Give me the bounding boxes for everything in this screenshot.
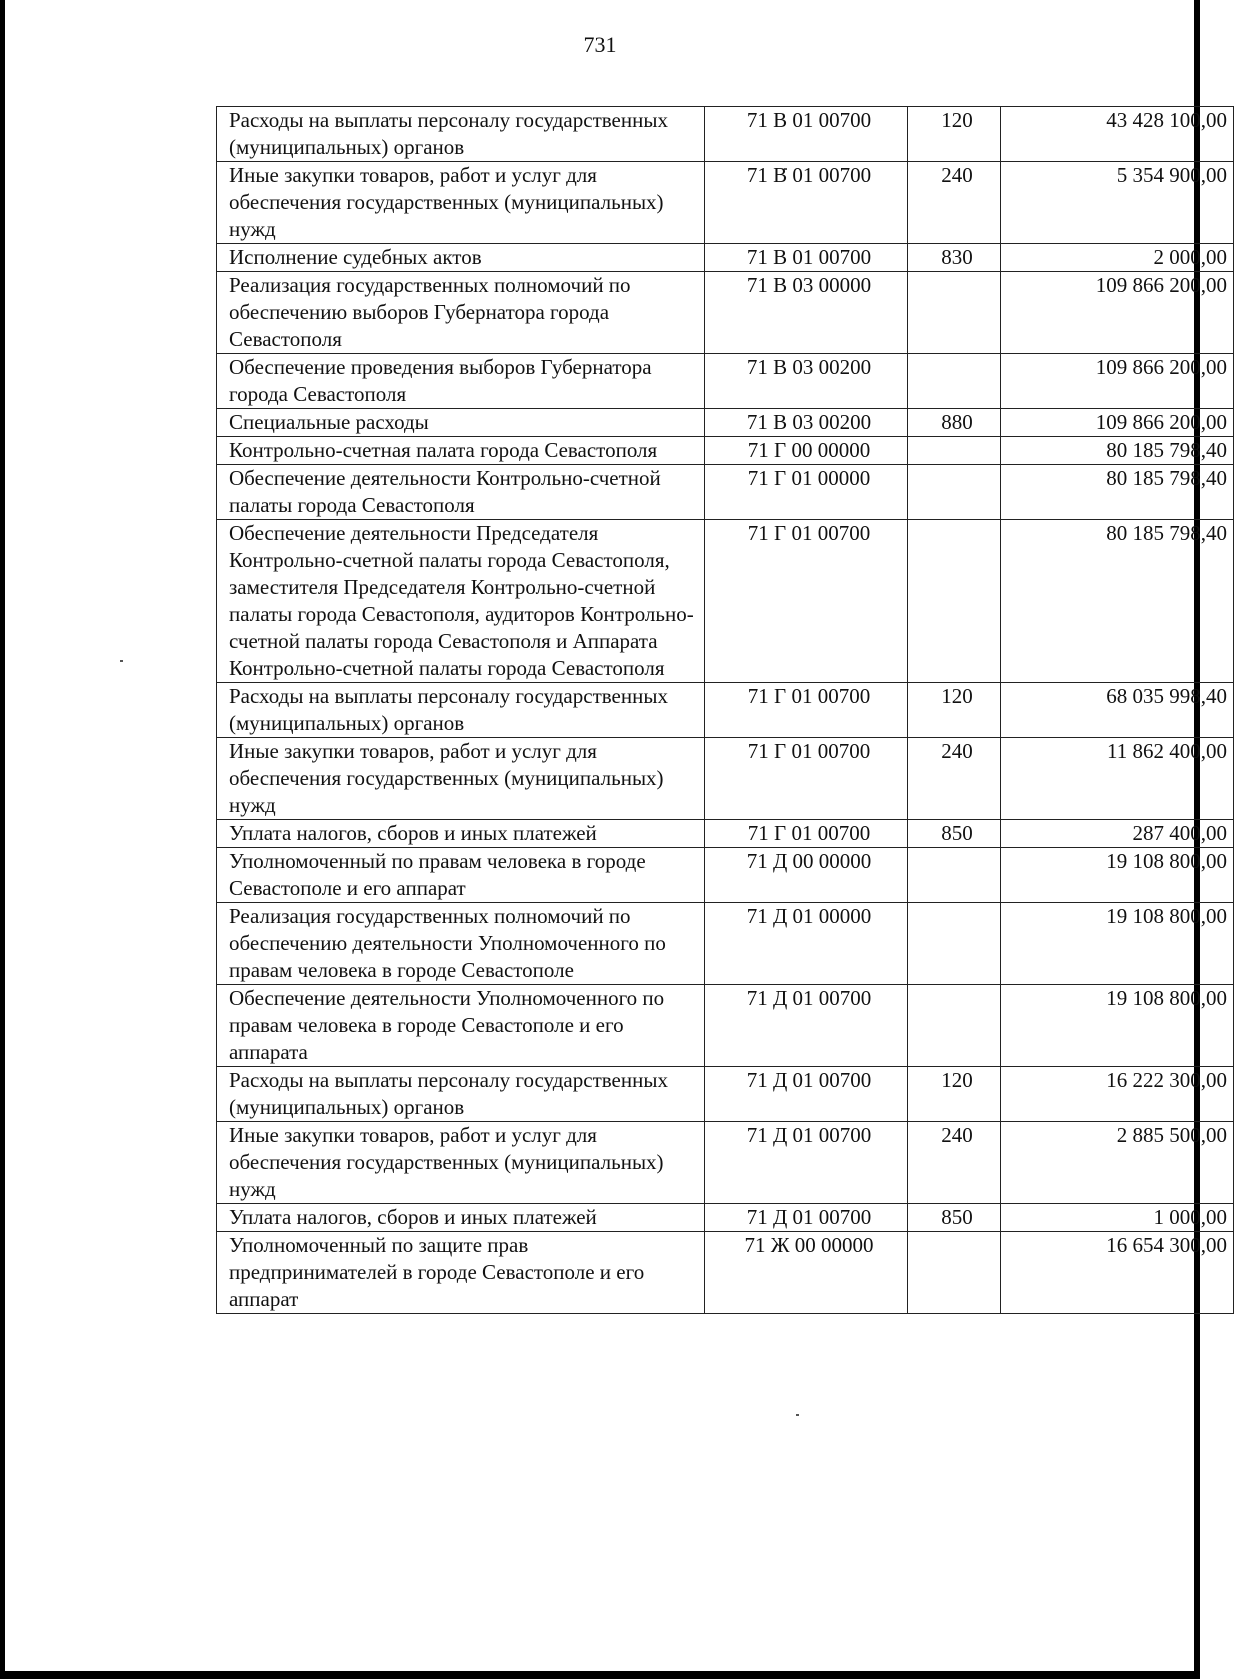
row-expense-type-cell — [908, 354, 1001, 409]
row-amount-cell: 80 185 798,40 — [1001, 465, 1234, 520]
table-row — [217, 1067, 1234, 1122]
row-name-cell: Иные закупки товаров, работ и услуг для обеспечения государственных (муниципальных) нужд — [217, 1122, 705, 1204]
table-row — [217, 1122, 1234, 1204]
row-expense-type-cell: 850 — [908, 1204, 1001, 1232]
row-expense-type-cell: 850 — [908, 820, 1001, 848]
table-row — [217, 465, 1234, 520]
row-expense-type-cell: 240 — [908, 162, 1001, 244]
row-expense-type-cell: 120 — [908, 683, 1001, 738]
row-code-cell: 71 Г 01 00700 — [705, 683, 908, 738]
row-name-cell: Уполномоченный по правам человека в городе Севастополе и его аппарат — [217, 848, 705, 903]
row-name-cell: Специальные расходы — [217, 409, 705, 437]
row-code-cell: 71 Д 01 00700 — [705, 1122, 908, 1204]
row-code-cell: 71 Д 01 00700 — [705, 1067, 908, 1122]
table-row — [217, 107, 1234, 162]
row-name-cell: Уплата налогов, сборов и иных платежей — [217, 820, 705, 848]
row-amount-cell: 19 108 800,00 — [1001, 848, 1234, 903]
row-expense-type-cell: 240 — [908, 738, 1001, 820]
row-code-cell: 71 Г 01 00000 — [705, 465, 908, 520]
table-row — [217, 903, 1234, 985]
row-code-cell: 71 Г 01 00700 — [705, 738, 908, 820]
table-row — [217, 437, 1234, 465]
row-expense-type-cell — [908, 465, 1001, 520]
row-amount-cell: 109 866 200,00 — [1001, 409, 1234, 437]
row-expense-type-cell — [908, 1232, 1001, 1314]
row-code-cell: 71 Г 01 00700 — [705, 820, 908, 848]
table-row — [217, 244, 1234, 272]
row-code-cell: 71 Д 01 00700 — [705, 1204, 908, 1232]
row-name-cell: Обеспечение проведения выборов Губернатора города Севастополя — [217, 354, 705, 409]
row-code-cell: 71 В 03 00200 — [705, 409, 908, 437]
scan-speck — [796, 1414, 799, 1416]
row-amount-cell: 19 108 800,00 — [1001, 903, 1234, 985]
table-row — [217, 1232, 1234, 1314]
row-code-cell: 71 Д 01 00700 — [705, 985, 908, 1067]
table-row — [217, 520, 1234, 683]
row-amount-cell: 287 400,00 — [1001, 820, 1234, 848]
budget-table-body — [217, 107, 1234, 1314]
row-name-cell: Уполномоченный по защите прав предпринимателей в городе Севастополе и его аппарат — [217, 1232, 705, 1314]
row-name-cell: Обеспечение деятельности Председателя Контрольно-счетной палаты города Севастополя, заместителя Председателя Контрольно-счетной палаты города Севастополя, аудиторов Контрольно-счетной палаты города Севастополя и Аппарата Контрольно-счетной палаты города Севастополя — [217, 520, 705, 683]
row-name-cell: Иные закупки товаров, работ и услуг для обеспечения государственных (муниципальных) нужд — [217, 738, 705, 820]
scan-border-bottom — [0, 1671, 1200, 1679]
table-row — [217, 820, 1234, 848]
row-expense-type-cell — [908, 903, 1001, 985]
row-amount-cell: 16 222 300,00 — [1001, 1067, 1234, 1122]
table-row — [217, 738, 1234, 820]
row-amount-cell: 11 862 400,00 — [1001, 738, 1234, 820]
row-name-cell: Расходы на выплаты персоналу государственных (муниципальных) органов — [217, 683, 705, 738]
row-amount-cell: 109 866 200,00 — [1001, 354, 1234, 409]
row-name-cell: Иные закупки товаров, работ и услуг для обеспечения государственных (муниципальных) нужд — [217, 162, 705, 244]
row-expense-type-cell: 120 — [908, 1067, 1001, 1122]
row-expense-type-cell — [908, 272, 1001, 354]
row-expense-type-cell — [908, 520, 1001, 683]
row-code-cell: 71 В 03 00000 — [705, 272, 908, 354]
row-name-cell: Расходы на выплаты персоналу государственных (муниципальных) органов — [217, 107, 705, 162]
row-amount-cell: 16 654 300,00 — [1001, 1232, 1234, 1314]
table-row — [217, 162, 1234, 244]
row-expense-type-cell — [908, 985, 1001, 1067]
row-name-cell: Обеспечение деятельности Уполномоченного по правам человека в городе Севастополе и его аппарата — [217, 985, 705, 1067]
row-expense-type-cell: 240 — [908, 1122, 1001, 1204]
table-row — [217, 409, 1234, 437]
table-row — [217, 1204, 1234, 1232]
row-expense-type-cell: 120 — [908, 107, 1001, 162]
row-name-cell: Расходы на выплаты персоналу государственных (муниципальных) органов — [217, 1067, 705, 1122]
table-row — [217, 848, 1234, 903]
row-amount-cell: 80 185 798,40 — [1001, 520, 1234, 683]
row-amount-cell: 2 000,00 — [1001, 244, 1234, 272]
row-code-cell: 71 В 01 00700 — [705, 107, 908, 162]
table-row — [217, 272, 1234, 354]
table-row — [217, 683, 1234, 738]
row-expense-type-cell: 830 — [908, 244, 1001, 272]
scan-speck — [120, 660, 123, 662]
table-row — [217, 354, 1234, 409]
row-amount-cell: 1 000,00 — [1001, 1204, 1234, 1232]
row-code-cell: 71 В 01 00700 — [705, 162, 908, 244]
row-expense-type-cell: 880 — [908, 409, 1001, 437]
table-row — [217, 985, 1234, 1067]
row-code-cell: 71 Д 00 00000 — [705, 848, 908, 903]
budget-table — [216, 106, 1234, 1314]
row-amount-cell: 19 108 800,00 — [1001, 985, 1234, 1067]
row-amount-cell: 80 185 798,40 — [1001, 437, 1234, 465]
row-expense-type-cell — [908, 848, 1001, 903]
row-amount-cell: 2 885 500,00 — [1001, 1122, 1234, 1204]
row-code-cell: 71 В 01 00700 — [705, 244, 908, 272]
row-amount-cell: 43 428 100,00 — [1001, 107, 1234, 162]
row-amount-cell: 5 354 900,00 — [1001, 162, 1234, 244]
row-name-cell: Реализация государственных полномочий по обеспечению выборов Губернатора города Севастополя — [217, 272, 705, 354]
row-name-cell: Исполнение судебных актов — [217, 244, 705, 272]
row-code-cell: 71 Д 01 00000 — [705, 903, 908, 985]
row-code-cell: 71 Г 00 00000 — [705, 437, 908, 465]
row-expense-type-cell — [908, 437, 1001, 465]
row-code-cell: 71 В 03 00200 — [705, 354, 908, 409]
scan-border-left — [0, 0, 5, 1679]
page-number: 731 — [583, 32, 617, 57]
row-amount-cell: 109 866 200,00 — [1001, 272, 1234, 354]
row-code-cell: 71 Ж 00 00000 — [705, 1232, 908, 1314]
row-name-cell: Контрольно-счетная палата города Севастополя — [217, 437, 705, 465]
row-name-cell: Реализация государственных полномочий по обеспечению деятельности Уполномоченного по правам человека в городе Севастополе — [217, 903, 705, 985]
row-name-cell: Обеспечение деятельности Контрольно-счетной палаты города Севастополя — [217, 465, 705, 520]
row-amount-cell: 68 035 998,40 — [1001, 683, 1234, 738]
row-code-cell: 71 Г 01 00700 — [705, 520, 908, 683]
row-name-cell: Уплата налогов, сборов и иных платежей — [217, 1204, 705, 1232]
